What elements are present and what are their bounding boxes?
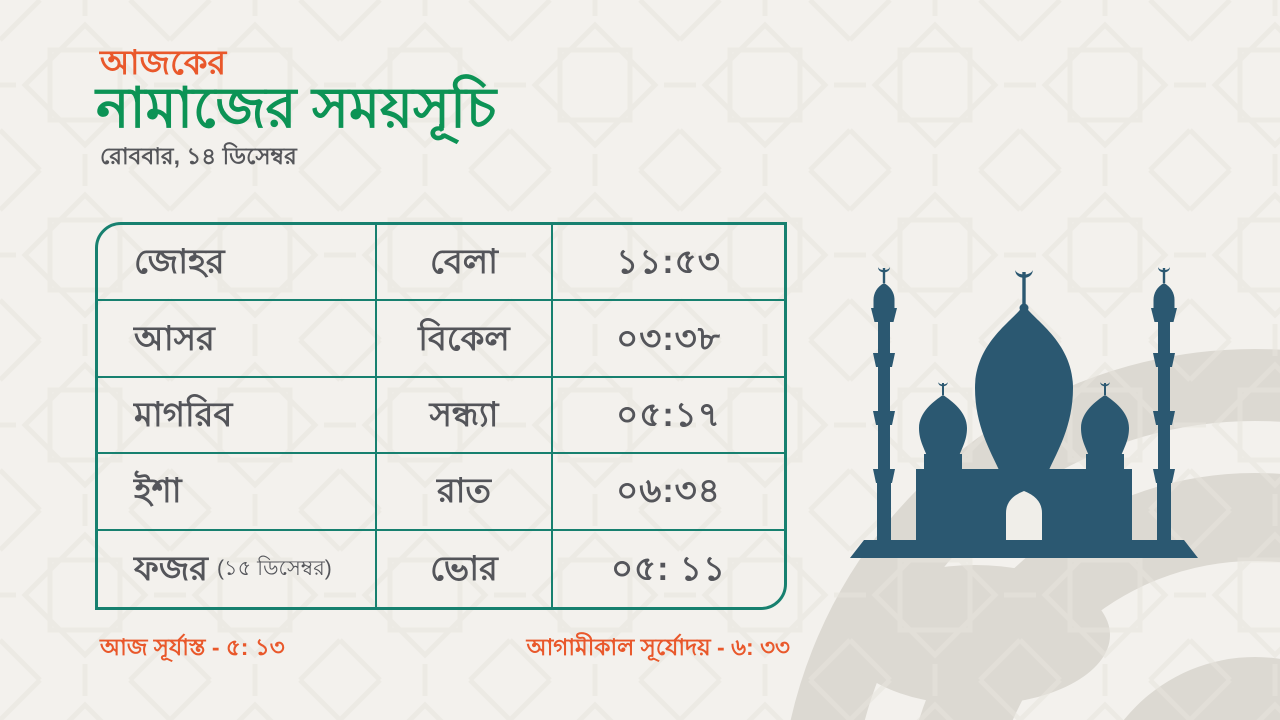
prayer-period-cell xyxy=(377,531,553,607)
prayer-name-cell xyxy=(98,378,377,454)
prayer-period: বেলা xyxy=(430,243,498,282)
prayer-time: ০৫:১৭ xyxy=(616,395,721,434)
date-line: রোববার, ১৪ ডিসেম্বর xyxy=(100,143,297,169)
kicker-text: আজকের xyxy=(100,44,227,82)
prayer-name: জোহর xyxy=(134,243,225,282)
prayer-time: ১১:৫৩ xyxy=(616,243,721,282)
prayer-name-cell xyxy=(98,531,377,607)
prayer-time-cell xyxy=(553,301,784,377)
prayer-period-cell xyxy=(377,454,553,530)
mosque-base-platform xyxy=(850,540,1198,558)
prayer-time-cell xyxy=(553,378,784,454)
side-dome-left xyxy=(919,382,967,476)
mosque-illustration xyxy=(850,258,1198,560)
prayer-period: সন্ধ্যা xyxy=(429,395,499,434)
sunrise-info: আগামীকাল সূর্যোদয় - ৬: ৩৩ xyxy=(526,634,790,660)
prayer-time: ০৫: ১১ xyxy=(610,549,727,588)
minaret-left xyxy=(871,267,897,540)
prayer-time: ০৩:৩৮ xyxy=(616,319,721,358)
prayer-date-note: (১৫ ডিসেম্বর) xyxy=(216,557,332,581)
side-dome-right xyxy=(1081,382,1129,476)
prayer-name-cell xyxy=(98,454,377,530)
prayer-time-cell xyxy=(553,454,784,530)
prayer-period-cell xyxy=(377,225,553,301)
prayer-period-cell xyxy=(377,301,553,377)
page-title: নামাজের সময়সূচি xyxy=(96,76,497,139)
minaret-right xyxy=(1151,267,1177,540)
prayer-name: ফজর xyxy=(134,549,208,588)
prayer-period: বিকেল xyxy=(418,319,510,358)
prayer-name-cell xyxy=(98,225,377,301)
prayer-period-cell xyxy=(377,378,553,454)
prayer-period: ভোর xyxy=(430,549,498,588)
prayer-time: ০৬:৩৪ xyxy=(616,472,721,511)
prayer-times-table xyxy=(95,222,787,610)
main-dome xyxy=(975,270,1073,470)
prayer-name: ইশা xyxy=(134,472,182,511)
prayer-name: আসর xyxy=(134,319,215,358)
sunset-info: আজ সূর্যাস্ত - ৫: ১৩ xyxy=(100,634,285,660)
prayer-name: মাগরিব xyxy=(134,395,233,434)
sun-times-footer xyxy=(100,633,790,663)
prayer-period: রাত xyxy=(436,472,492,511)
prayer-name-cell xyxy=(98,301,377,377)
prayer-time-cell xyxy=(553,225,784,301)
prayer-time-cell xyxy=(553,531,784,607)
